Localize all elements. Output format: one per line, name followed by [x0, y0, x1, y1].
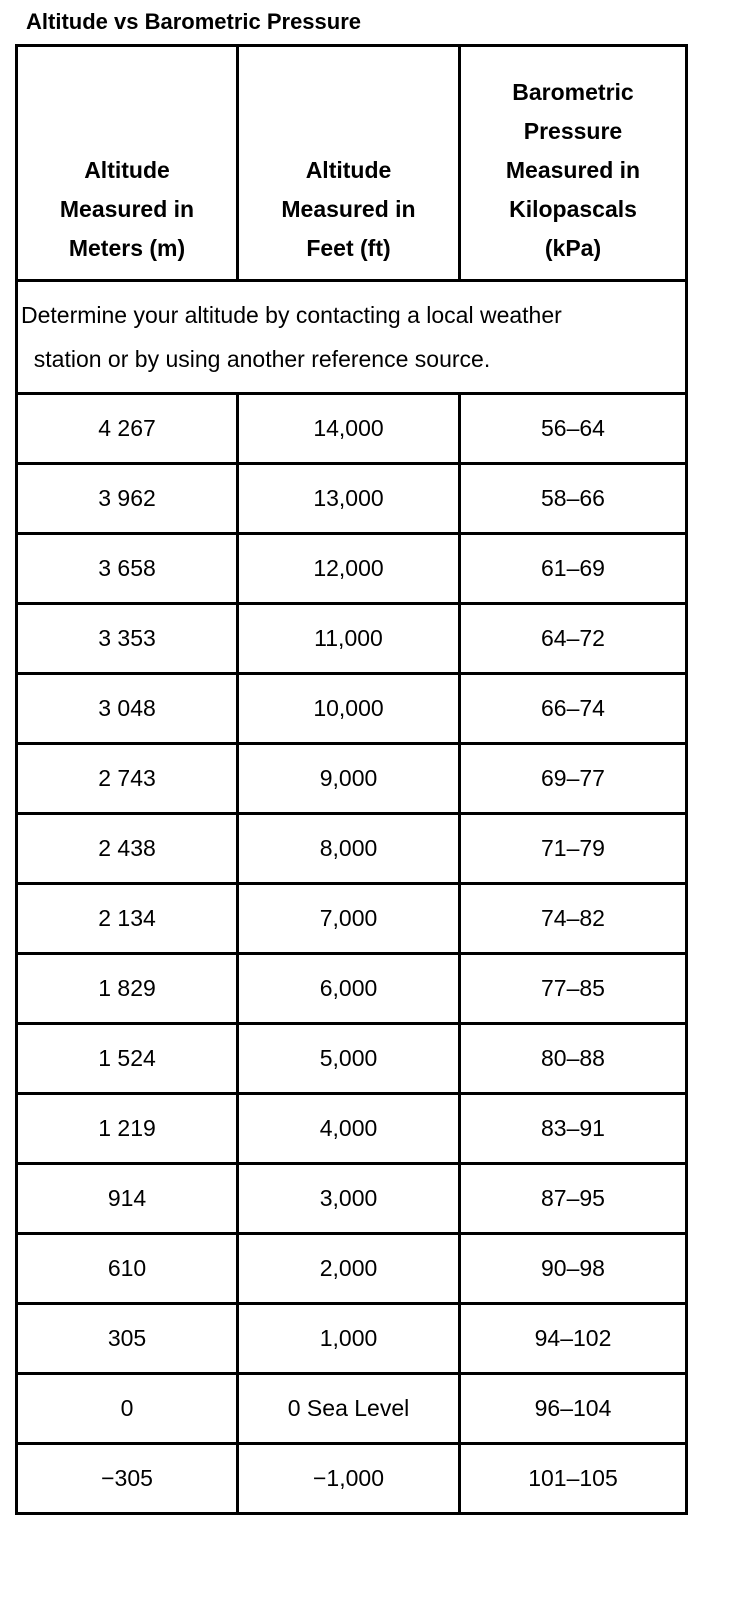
header-line: Pressure — [523, 118, 623, 144]
cell-feet: 9,000 — [238, 744, 460, 814]
cell-feet: 12,000 — [238, 534, 460, 604]
cell-meters: 1 829 — [17, 954, 238, 1024]
cell-kilopascals: 71–79 — [460, 814, 687, 884]
cell-meters: 1 219 — [17, 1094, 238, 1164]
header-line: Meters (m) — [68, 235, 186, 261]
header-line: (kPa) — [544, 235, 602, 261]
table-row — [17, 954, 687, 1024]
cell-kilopascals: 69–77 — [460, 744, 687, 814]
cell-kilopascals: 90–98 — [460, 1234, 687, 1304]
cell-kilopascals: 58–66 — [460, 464, 687, 534]
header-line: Measured in — [281, 196, 416, 222]
header-line: Measured in — [505, 157, 641, 183]
table-row — [17, 1094, 687, 1164]
cell-meters: 3 048 — [17, 674, 238, 744]
table-row — [17, 814, 687, 884]
header-line: Altitude — [305, 157, 392, 183]
cell-meters: 0 — [17, 1374, 238, 1444]
header-feet — [238, 46, 460, 281]
cell-meters: 4 267 — [17, 394, 238, 464]
note-line: station or by using another reference source. — [21, 346, 491, 372]
header-line: Feet (ft) — [306, 235, 391, 261]
header-line: Measured in — [59, 196, 195, 222]
cell-feet: 7,000 — [238, 884, 460, 954]
header-line: Barometric — [512, 79, 634, 105]
note-line: Determine your altitude by contacting a local weather — [21, 302, 562, 328]
cell-kilopascals: 80–88 — [460, 1024, 687, 1094]
altitude-pressure-table — [15, 44, 688, 1515]
cell-kilopascals: 83–91 — [460, 1094, 687, 1164]
table-row — [17, 744, 687, 814]
note-cell — [17, 281, 687, 394]
cell-meters: −305 — [17, 1444, 238, 1514]
header-line: Kilopascals — [509, 196, 637, 222]
cell-feet: 11,000 — [238, 604, 460, 674]
table-row — [17, 674, 687, 744]
cell-kilopascals: 101–105 — [460, 1444, 687, 1514]
cell-kilopascals: 96–104 — [460, 1374, 687, 1444]
cell-meters: 1 524 — [17, 1024, 238, 1094]
cell-meters: 305 — [17, 1304, 238, 1374]
cell-meters: 3 658 — [17, 534, 238, 604]
header-row — [17, 46, 687, 281]
cell-meters: 2 438 — [17, 814, 238, 884]
cell-meters: 2 743 — [17, 744, 238, 814]
cell-feet: 4,000 — [238, 1094, 460, 1164]
cell-meters: 914 — [17, 1164, 238, 1234]
cell-feet: 2,000 — [238, 1234, 460, 1304]
table-row — [17, 1164, 687, 1234]
cell-meters: 3 353 — [17, 604, 238, 674]
cell-feet: 5,000 — [238, 1024, 460, 1094]
table-row — [17, 884, 687, 954]
table-row — [17, 1024, 687, 1094]
cell-meters: 610 — [17, 1234, 238, 1304]
cell-feet: 13,000 — [238, 464, 460, 534]
cell-feet: −1,000 — [238, 1444, 460, 1514]
cell-feet: 1,000 — [238, 1304, 460, 1374]
cell-kilopascals: 87–95 — [460, 1164, 687, 1234]
table-row — [17, 394, 687, 464]
cell-feet: 6,000 — [238, 954, 460, 1024]
cell-kilopascals: 64–72 — [460, 604, 687, 674]
note-row — [17, 281, 687, 394]
cell-kilopascals: 77–85 — [460, 954, 687, 1024]
table-row — [17, 464, 687, 534]
cell-feet: 10,000 — [238, 674, 460, 744]
table-row — [17, 534, 687, 604]
table-title: Altitude vs Barometric Pressure — [26, 9, 362, 34]
cell-kilopascals: 74–82 — [460, 884, 687, 954]
cell-feet: 0 Sea Level — [238, 1374, 460, 1444]
cell-kilopascals: 56–64 — [460, 394, 687, 464]
cell-feet: 3,000 — [238, 1164, 460, 1234]
cell-kilopascals: 61–69 — [460, 534, 687, 604]
table-row — [17, 1234, 687, 1304]
table-row — [17, 1444, 687, 1514]
header-kilopascals — [460, 46, 687, 281]
cell-meters: 3 962 — [17, 464, 238, 534]
cell-feet: 8,000 — [238, 814, 460, 884]
cell-feet: 14,000 — [238, 394, 460, 464]
cell-kilopascals: 94–102 — [460, 1304, 687, 1374]
table-row — [17, 1304, 687, 1374]
header-meters — [17, 46, 238, 281]
table-row — [17, 604, 687, 674]
cell-meters: 2 134 — [17, 884, 238, 954]
table-row — [17, 1374, 687, 1444]
header-line: Altitude — [84, 157, 170, 183]
cell-kilopascals: 66–74 — [460, 674, 687, 744]
